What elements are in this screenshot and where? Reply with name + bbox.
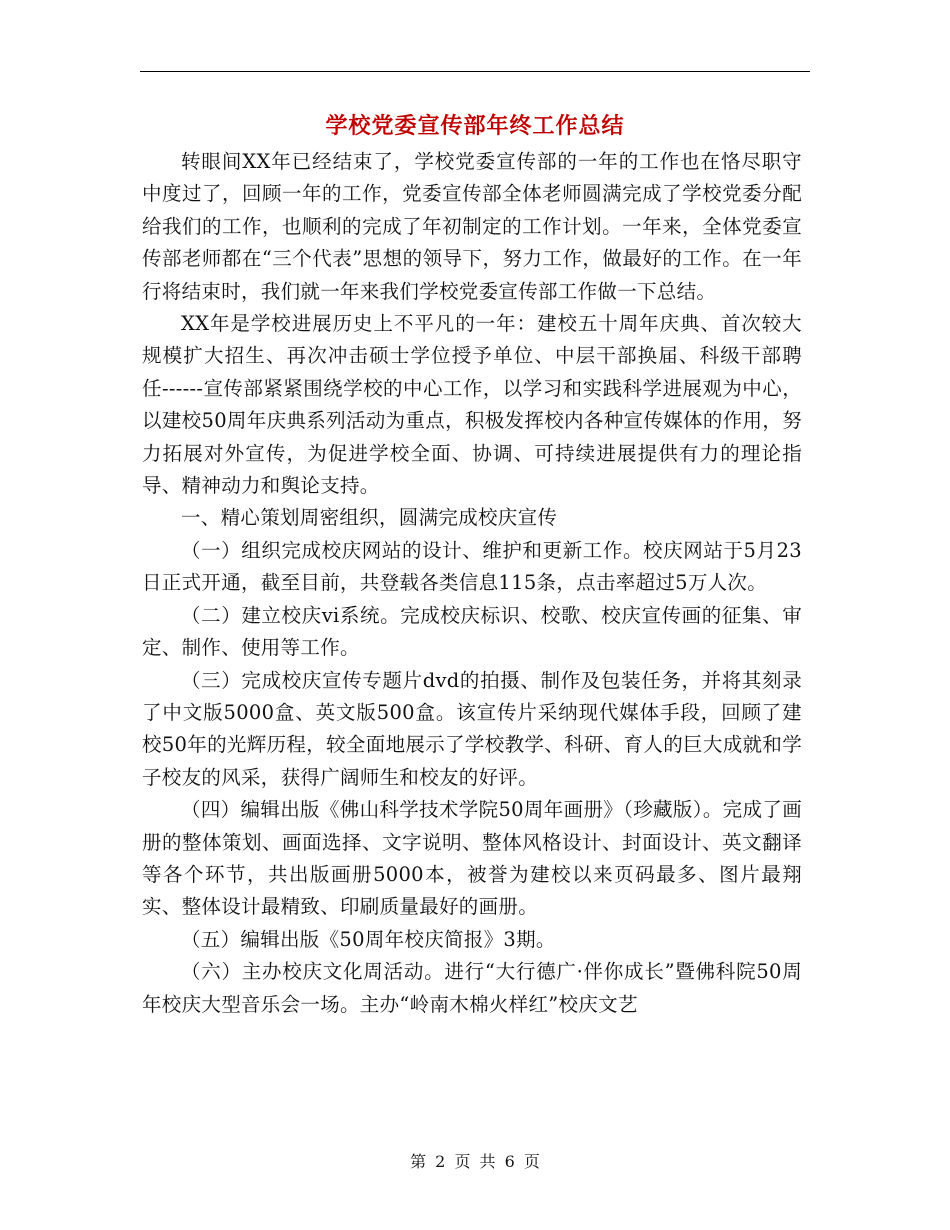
paragraph-intro: 转眼间XX年已经结束了，学校党委宣传部的一年的工作也在恪尽职守中度过了，回顾一年的工作，党委宣传部全体老师圆满完成了学校党委分配给我们的工作，也顺利的完成了年初制定的工作计划。一年来，全体党委宣传部老师都在“三个代表”思想的领导下，努力工作，做最好的工作。在一年行将结束时，我们就一年来我们学校党委宣传部工作做一下总结。 [142, 150, 802, 303]
section-heading-1: 一、精心策划周密组织，圆满完成校庆宣传 [181, 506, 558, 530]
paragraph-item-3: （三）完成校庆宣传专题片dvd的拍摄、制作及包装任务，并将其刻录了中文版5000盒、英文版500盒。该宣传片采纳现代媒体手段，回顾了建校50年的光辉历程，较全面地展示了学校教学、科研、育人的巨大成就和学子校友的风采，获得广阔师生和校友的好评。 [142, 668, 802, 789]
paragraph-item-2: （二）建立校庆vi系统。完成校庆标识、校歌、校庆宣传画的征集、审定、制作、使用等工作。 [142, 603, 802, 660]
header-rule [140, 71, 810, 72]
paragraph-item-4: （四）编辑出版《佛山科学技术学院50周年画册》（珍藏版）。完成了画册的整体策划、画面选择、文字说明、整体风格设计、封面设计、英文翻译等各个环节，共出版画册5000本，被誉为建校以来页码最多、图片最翔实、整体设计最精致、印刷质量最好的画册。 [142, 798, 802, 919]
document-title: 学校党委宣传部年终工作总结 [325, 113, 625, 139]
paragraph-item-1: （一）组织完成校庆网站的设计、维护和更新工作。校庆网站于5月23日正式开通，截至目前，共登载各类信息115条，点击率超过5万人次。 [142, 538, 802, 595]
paragraph-overview: XX年是学校进展历史上不平凡的一年：建校五十周年庆典、首次较大规模扩大招生、再次冲击硕士学位授予单位、中层干部换届、科级干部聘任------宣传部紧紧围绕学校的中心工作，以学习和实践科学进展观为中心，以建校50周年庆典系列活动为重点，积极发挥校内各种宣传媒体的作用，努力拓展对外宣传，为促进学校全面、协调、可持续进展提供有力的理论指导、精神动力和舆论支持。 [142, 312, 802, 498]
paragraph-item-6: （六）主办校庆文化周活动。进行“大行德广·伴你成长”暨佛科院50周年校庆大型音乐会一场。主办“岭南木棉火样红”校庆文艺 [142, 960, 802, 1016]
paragraph-item-5: （五）编辑出版《50周年校庆简报》3期。 [181, 927, 556, 951]
document-body [142, 146, 802, 1021]
page-number: 第 2 页 共 6 页 [410, 1152, 540, 1171]
